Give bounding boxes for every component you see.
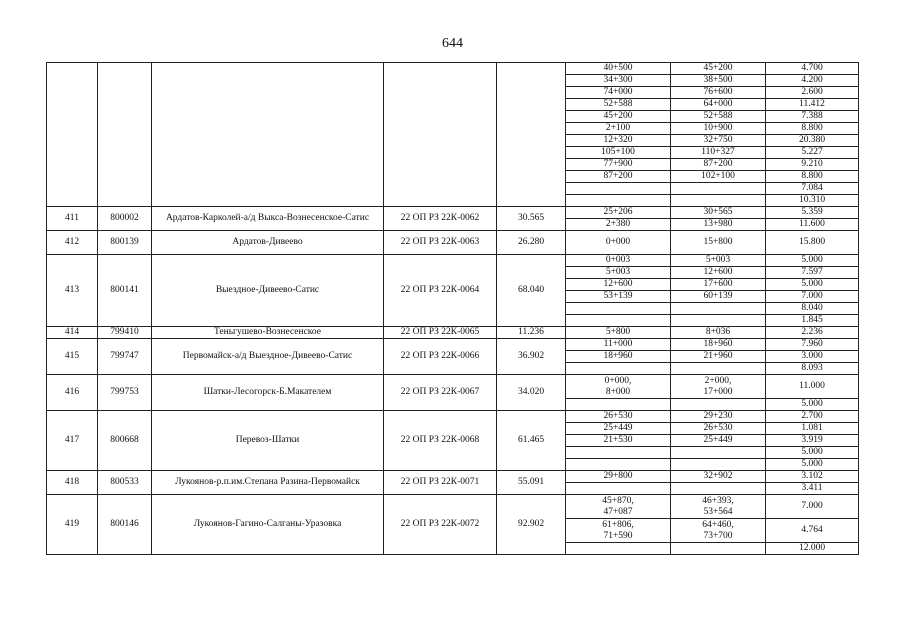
- road-code-cell: 800533: [98, 471, 152, 495]
- segment-end-cell: 15+800: [671, 231, 766, 255]
- segment-end-cell: 18+960: [671, 339, 766, 351]
- segment-start-cell: 25+449: [566, 423, 671, 435]
- segment-length-cell: 7.597: [766, 267, 859, 279]
- segment-end-cell: [671, 447, 766, 459]
- segment-end-cell: 12+600: [671, 267, 766, 279]
- road-length-cell: 34.020: [497, 375, 566, 411]
- segment-length-cell: 5.227: [766, 147, 859, 159]
- segment-end-cell: 13+980: [671, 219, 766, 231]
- segment-end-cell: 5+003: [671, 255, 766, 267]
- segment-length-cell: 8.093: [766, 363, 859, 375]
- road-length-cell: 55.091: [497, 471, 566, 495]
- registry-number-cell: 22 ОП РЗ 22К-0067: [384, 375, 497, 411]
- segment-end-cell: 25+449: [671, 435, 766, 447]
- segment-end-cell: 64+000: [671, 99, 766, 111]
- segment-end-cell: 26+530: [671, 423, 766, 435]
- segment-end-cell: [671, 363, 766, 375]
- segment-start-cell: 5+003: [566, 267, 671, 279]
- segment-start-cell: [566, 303, 671, 315]
- segment-end-cell: 8+036: [671, 327, 766, 339]
- road-name-cell: Ардатов-Дивеево: [152, 231, 384, 255]
- segment-length-cell: 4.700: [766, 63, 859, 75]
- segment-length-cell: 10.310: [766, 195, 859, 207]
- segment-length-cell: 11.412: [766, 99, 859, 111]
- segment-end-cell: [671, 303, 766, 315]
- segment-end-cell: [671, 399, 766, 411]
- road-code-cell: [98, 63, 152, 207]
- segment-length-cell: 5.000: [766, 255, 859, 267]
- road-code-cell: 799747: [98, 339, 152, 375]
- segment-end-cell: 29+230: [671, 411, 766, 423]
- registry-number-cell: 22 ОП РЗ 22К-0062: [384, 207, 497, 231]
- road-name-cell: Лукоянов-Гагино-Салганы-Уразовка: [152, 495, 384, 555]
- segment-start-cell: 2+100: [566, 123, 671, 135]
- table-row: [47, 63, 859, 75]
- segment-length-cell: 3.919: [766, 435, 859, 447]
- segment-start-cell: [566, 183, 671, 195]
- segment-length-cell: 4.200: [766, 75, 859, 87]
- road-name-cell: Шатки-Лесогорск-Б.Макателем: [152, 375, 384, 411]
- registry-number-cell: 22 ОП РЗ 22К-0068: [384, 411, 497, 471]
- segment-start-cell: 45+200: [566, 111, 671, 123]
- road-name-cell: Первомайск-а/д Выездное-Дивеево-Сатис: [152, 339, 384, 375]
- registry-number-cell: 22 ОП РЗ 22К-0066: [384, 339, 497, 375]
- segment-length-cell: 5.000: [766, 399, 859, 411]
- segment-end-cell: 45+200: [671, 63, 766, 75]
- road-number-cell: [47, 63, 98, 207]
- table-row: [47, 495, 859, 519]
- segment-end-cell: [671, 183, 766, 195]
- segment-length-cell: 2.236: [766, 327, 859, 339]
- segment-start-cell: 26+530: [566, 411, 671, 423]
- segment-length-cell: 7.388: [766, 111, 859, 123]
- segment-end-cell: [671, 483, 766, 495]
- segment-start-cell: 2+380: [566, 219, 671, 231]
- road-code-cell: 799753: [98, 375, 152, 411]
- segment-start-cell: 87+200: [566, 171, 671, 183]
- road-number-cell: 411: [47, 207, 98, 231]
- road-length-cell: 30.565: [497, 207, 566, 231]
- road-number-cell: 415: [47, 339, 98, 375]
- registry-number-cell: 22 ОП РЗ 22К-0065: [384, 327, 497, 339]
- segment-start-cell: 61+806, 71+590: [566, 519, 671, 543]
- segment-length-cell: 3.411: [766, 483, 859, 495]
- segment-length-cell: 4.764: [766, 519, 859, 543]
- segment-length-cell: 7.000: [766, 291, 859, 303]
- road-name-cell: Лукоянов-р.п.им.Степана Разина-Первомайск: [152, 471, 384, 495]
- road-code-cell: 800139: [98, 231, 152, 255]
- road-name-cell: Ардатов-Карколей-а/д Выкса-Вознесенское-Сатис: [152, 207, 384, 231]
- segment-start-cell: 29+800: [566, 471, 671, 483]
- segment-start-cell: [566, 459, 671, 471]
- segment-start-cell: [566, 195, 671, 207]
- road-name-cell: Перевоз-Шатки: [152, 411, 384, 471]
- segment-length-cell: 8.800: [766, 123, 859, 135]
- segment-start-cell: 0+003: [566, 255, 671, 267]
- segment-start-cell: 25+206: [566, 207, 671, 219]
- segment-end-cell: 76+600: [671, 87, 766, 99]
- road-name-cell: Теньгушево-Вознесенское: [152, 327, 384, 339]
- segment-start-cell: 18+960: [566, 351, 671, 363]
- road-code-cell: 800141: [98, 255, 152, 327]
- road-code-cell: 799410: [98, 327, 152, 339]
- segment-end-cell: 110+327: [671, 147, 766, 159]
- segment-start-cell: 5+800: [566, 327, 671, 339]
- table-row: [47, 231, 859, 255]
- road-length-cell: 26.280: [497, 231, 566, 255]
- segment-start-cell: 74+000: [566, 87, 671, 99]
- segment-length-cell: 7.000: [766, 495, 859, 519]
- segment-end-cell: 30+565: [671, 207, 766, 219]
- road-number-cell: 413: [47, 255, 98, 327]
- road-number-cell: 419: [47, 495, 98, 555]
- segment-end-cell: [671, 315, 766, 327]
- road-name-cell: [152, 63, 384, 207]
- segment-start-cell: 34+300: [566, 75, 671, 87]
- segment-start-cell: [566, 363, 671, 375]
- segment-length-cell: 5.000: [766, 459, 859, 471]
- road-code-cell: 800002: [98, 207, 152, 231]
- segment-start-cell: 40+500: [566, 63, 671, 75]
- segment-start-cell: 105+100: [566, 147, 671, 159]
- segment-end-cell: [671, 543, 766, 555]
- registry-number-cell: 22 ОП РЗ 22К-0063: [384, 231, 497, 255]
- segment-end-cell: 38+500: [671, 75, 766, 87]
- road-number-cell: 416: [47, 375, 98, 411]
- segment-length-cell: 15.800: [766, 231, 859, 255]
- road-name-cell: Выездное-Дивеево-Сатис: [152, 255, 384, 327]
- road-code-cell: 800668: [98, 411, 152, 471]
- segment-length-cell: 2.600: [766, 87, 859, 99]
- segment-length-cell: 3.102: [766, 471, 859, 483]
- registry-number-cell: 22 ОП РЗ 22К-0064: [384, 255, 497, 327]
- segment-length-cell: 8.040: [766, 303, 859, 315]
- road-length-cell: 11.236: [497, 327, 566, 339]
- segment-start-cell: [566, 315, 671, 327]
- segment-start-cell: 52+588: [566, 99, 671, 111]
- segment-start-cell: 21+530: [566, 435, 671, 447]
- segment-length-cell: 5.359: [766, 207, 859, 219]
- segment-length-cell: 2.700: [766, 411, 859, 423]
- table-row: [47, 207, 859, 219]
- table-row: [47, 255, 859, 267]
- segment-length-cell: 20.380: [766, 135, 859, 147]
- segment-length-cell: 5.000: [766, 279, 859, 291]
- segment-start-cell: 0+000: [566, 231, 671, 255]
- segment-end-cell: [671, 195, 766, 207]
- segment-length-cell: 9.210: [766, 159, 859, 171]
- segment-end-cell: 52+588: [671, 111, 766, 123]
- segment-start-cell: [566, 543, 671, 555]
- segment-start-cell: [566, 399, 671, 411]
- segment-length-cell: 5.000: [766, 447, 859, 459]
- segment-end-cell: 17+600: [671, 279, 766, 291]
- road-length-cell: [497, 63, 566, 207]
- segment-end-cell: [671, 459, 766, 471]
- registry-number-cell: 22 ОП РЗ 22К-0072: [384, 495, 497, 555]
- segment-length-cell: 1.845: [766, 315, 859, 327]
- segment-length-cell: 7.960: [766, 339, 859, 351]
- segment-end-cell: 87+200: [671, 159, 766, 171]
- segment-start-cell: 53+139: [566, 291, 671, 303]
- segment-end-cell: 64+460, 73+700: [671, 519, 766, 543]
- table-row: [47, 327, 859, 339]
- segment-start-cell: [566, 447, 671, 459]
- segment-end-cell: 10+900: [671, 123, 766, 135]
- road-number-cell: 412: [47, 231, 98, 255]
- segment-length-cell: 3.000: [766, 351, 859, 363]
- segment-start-cell: 77+900: [566, 159, 671, 171]
- registry-number-cell: 22 ОП РЗ 22К-0071: [384, 471, 497, 495]
- road-length-cell: 68.040: [497, 255, 566, 327]
- road-code-cell: 800146: [98, 495, 152, 555]
- road-length-cell: 36.902: [497, 339, 566, 375]
- segment-start-cell: 12+600: [566, 279, 671, 291]
- segment-length-cell: 7.084: [766, 183, 859, 195]
- segment-end-cell: 2+000, 17+000: [671, 375, 766, 399]
- segment-start-cell: [566, 483, 671, 495]
- segment-length-cell: 1.081: [766, 423, 859, 435]
- segment-end-cell: 32+750: [671, 135, 766, 147]
- segment-end-cell: 21+960: [671, 351, 766, 363]
- table-row: [47, 411, 859, 423]
- segment-start-cell: 45+870, 47+087: [566, 495, 671, 519]
- segment-start-cell: 0+000, 8+000: [566, 375, 671, 399]
- roads-table: [46, 62, 859, 555]
- road-length-cell: 92.902: [497, 495, 566, 555]
- segment-end-cell: 46+393, 53+564: [671, 495, 766, 519]
- table-row: [47, 471, 859, 483]
- segment-start-cell: 12+320: [566, 135, 671, 147]
- table-row: [47, 339, 859, 351]
- segment-start-cell: 11+000: [566, 339, 671, 351]
- registry-number-cell: [384, 63, 497, 207]
- segment-length-cell: 11.600: [766, 219, 859, 231]
- segment-length-cell: 12.000: [766, 543, 859, 555]
- segment-length-cell: 11.000: [766, 375, 859, 399]
- road-length-cell: 61.465: [497, 411, 566, 471]
- road-number-cell: 418: [47, 471, 98, 495]
- segment-end-cell: 60+139: [671, 291, 766, 303]
- road-number-cell: 417: [47, 411, 98, 471]
- segment-end-cell: 32+902: [671, 471, 766, 483]
- table-row: [47, 375, 859, 399]
- page-number: 644: [442, 36, 463, 51]
- road-number-cell: 414: [47, 327, 98, 339]
- segment-length-cell: 8.800: [766, 171, 859, 183]
- segment-end-cell: 102+100: [671, 171, 766, 183]
